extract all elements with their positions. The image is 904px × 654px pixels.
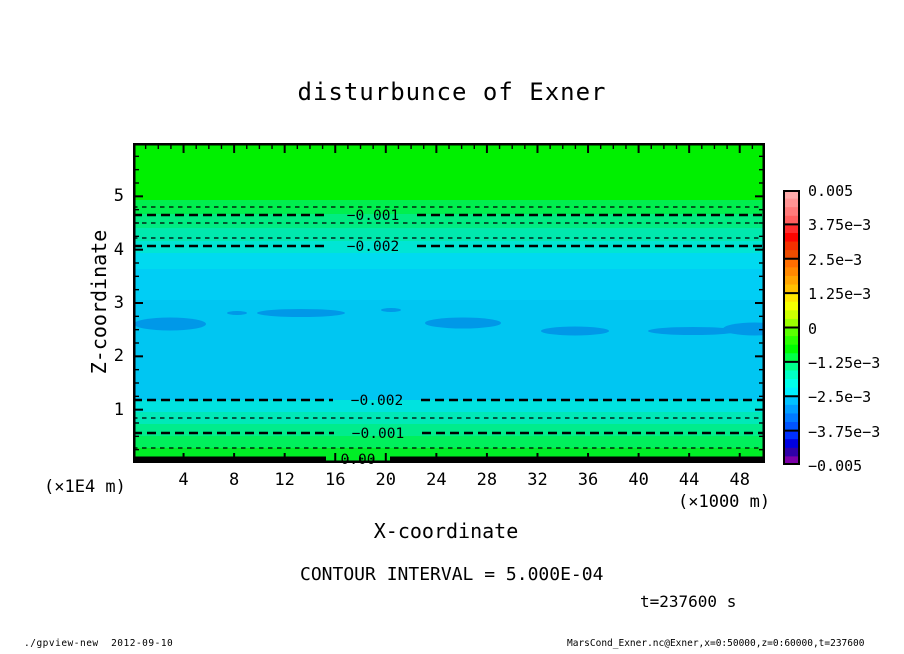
x-tick-label: 20 — [375, 470, 397, 490]
colorbar-band — [783, 413, 800, 422]
colorbar-band — [783, 336, 800, 345]
colorbar-band — [783, 328, 800, 337]
y-tick-label: 1 — [113, 399, 124, 420]
colorbar-band — [783, 233, 800, 242]
colorbar-band — [783, 207, 800, 216]
x-tick-label: 36 — [577, 470, 599, 490]
x-tick-label: 44 — [678, 470, 700, 490]
colorbar-band — [783, 439, 800, 448]
colorbar-band — [783, 370, 800, 379]
x-tick-label: 16 — [324, 470, 346, 490]
colorbar-band — [783, 224, 800, 233]
contour-label: −0.002 — [350, 393, 404, 409]
x-tick-label: 12 — [274, 470, 295, 490]
colorbar-label: 2.5e−3 — [808, 250, 863, 269]
colorbar-label: 1.25e−3 — [808, 285, 872, 304]
fill-band — [133, 436, 765, 448]
x-tick-label: 48 — [729, 470, 750, 490]
contour-label: −0.002 — [346, 239, 400, 255]
colorbar-label: −1.25e−3 — [808, 353, 881, 372]
colorbar — [783, 190, 800, 465]
time-text: t=237600 s — [640, 592, 737, 611]
footer-command-text: ./gpview-new 2012-09-10 — [24, 638, 174, 649]
x-tick-label: 28 — [476, 470, 498, 490]
fill-band — [133, 300, 765, 400]
fill-band — [133, 253, 765, 269]
contour-label: −0.001 — [351, 426, 405, 442]
colorbar-band — [783, 242, 800, 251]
colorbar-label: 0 — [808, 319, 818, 338]
plot-area — [133, 143, 765, 464]
y-tick-label: 2 — [113, 346, 124, 367]
colorbar-band — [783, 396, 800, 405]
fill-band — [133, 424, 765, 436]
colorbar-label: −0.005 — [808, 457, 863, 475]
colorbar-band — [783, 293, 800, 302]
colorbar-band — [783, 310, 800, 319]
y-tick-label: 5 — [113, 186, 124, 207]
y-axis-unit: (×1E4 m) — [44, 477, 126, 497]
colorbar-band — [783, 448, 800, 457]
contour-interval-text: CONTOUR INTERVAL = 5.000E-04 — [300, 564, 604, 585]
colorbar-label: −3.75e−3 — [808, 422, 881, 441]
x-tick-label: 32 — [527, 470, 548, 490]
contour-blob — [381, 308, 401, 312]
fill-band — [133, 143, 765, 200]
colorbar-band — [783, 345, 800, 354]
colorbar-band — [783, 276, 800, 285]
x-tick-label: 8 — [228, 470, 240, 490]
y-tick-label: 4 — [113, 239, 124, 260]
colorbar-band — [783, 431, 800, 440]
contour-label: 0.00 — [340, 452, 376, 464]
y-tick-label: 3 — [113, 293, 124, 313]
colorbar-band — [783, 267, 800, 276]
colorbar-label: 3.75e−3 — [808, 216, 872, 235]
colorbar-label: −2.5e−3 — [808, 388, 872, 407]
colorbar-band — [783, 259, 800, 268]
contour-blob — [257, 309, 345, 317]
colorbar-label: 0.005 — [808, 182, 854, 200]
x-tick-label: 4 — [178, 470, 189, 490]
x-axis-label: X-coordinate — [373, 519, 519, 543]
contour-label: −0.001 — [346, 208, 400, 224]
colorbar-band — [783, 379, 800, 388]
x-axis-unit: (×1000 m) — [678, 492, 771, 512]
contour-blob — [541, 327, 609, 336]
fill-band — [133, 228, 765, 241]
fill-band — [133, 269, 765, 300]
footer-source-text: MarsCond_Exner.nc@Exner,x=0:50000,z=0:60000,t=237600 — [567, 638, 865, 649]
contour-blob — [134, 318, 206, 331]
colorbar-band — [783, 362, 800, 371]
colorbar-band — [783, 199, 800, 208]
contour-blob — [227, 311, 247, 315]
y-axis-label: Z-coordinate — [87, 229, 111, 375]
colorbar-band — [783, 405, 800, 414]
x-tick-label: 24 — [426, 470, 447, 490]
fill-band — [133, 400, 765, 412]
chart-title: disturbunce of Exner — [297, 78, 607, 106]
x-tick-label: 40 — [628, 470, 649, 490]
colorbar-band — [783, 302, 800, 311]
contour-blob — [425, 318, 501, 329]
